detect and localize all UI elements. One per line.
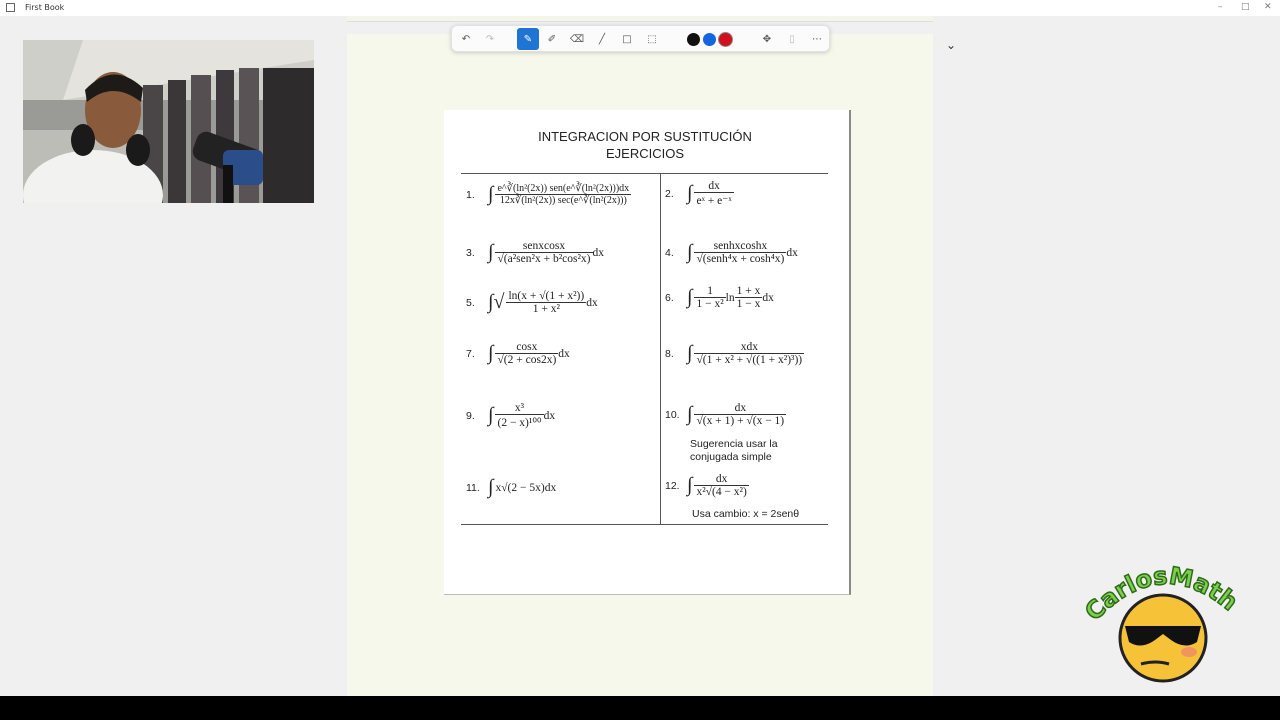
exercise-6: 6. ∫ $\frac{1}{\text{1 − x²}}$ ln $\frac{1 + x}{1 - x}$ dx: [665, 285, 774, 310]
exercise-10: 10. ∫ $\frac{dx}{√(x + 1) + √(x - 1)}$: [665, 402, 785, 427]
exercise-12: 12. ∫ $\frac{dx}{\text{x²√(4 − x²)}}$: [665, 473, 747, 498]
pen-icon[interactable]: ✎: [517, 28, 539, 50]
hint-12: Usa cambio: x = 2senθ: [692, 508, 800, 520]
sheet-title: INTEGRACION POR SUSTITUCIÓN: [538, 129, 752, 144]
channel-logo: [1085, 560, 1240, 685]
exercise-11: 11. ∫ x√(2 − 5x)dx: [466, 476, 557, 498]
chevron-down-icon[interactable]: ⌄: [946, 38, 957, 52]
line-icon[interactable]: ╱: [598, 34, 606, 45]
undo-icon[interactable]: ↶: [461, 34, 471, 45]
close-button[interactable]: ✕: [1264, 2, 1272, 12]
exercise-9: 9. ∫ $\frac{\text{x³}}{\text{(2 − x)¹⁰⁰}}$ dx: [466, 402, 556, 429]
exercise-3: 3. ∫ $\frac{\text{senxcosx}}{\text{√(a²sen²x + b²cos²x)}}$ dx: [466, 240, 604, 265]
drawing-toolbar: [451, 25, 830, 52]
app-icon: [6, 3, 15, 12]
exercise-4: 4. ∫ $\frac{\text{senhxcoshx}}{\text{√(senh⁴x + cosh⁴x)}}$ dx: [665, 240, 798, 265]
pan-icon[interactable]: ✥: [762, 34, 772, 45]
hint-10: Sugerencia usar la conjugada simple: [690, 438, 778, 463]
more-icon[interactable]: ⋯: [812, 34, 822, 45]
divider-top: [461, 173, 828, 174]
divider-vertical: [660, 173, 661, 525]
exercise-5: 5. ∫√ $\frac{\text{ln(x + √(1 + x²))}}{\text{1 + x²}}$ dx: [466, 290, 598, 315]
lasso-icon[interactable]: ⬚: [647, 34, 657, 45]
divider-bottom: [461, 524, 828, 525]
exercise-1: 1. ∫ $\frac{\text{e\textasciicircum{}∛(ln²(2x)) sen(e\textasciicircum{}∛(ln²(2x)))dx}}{\text{12x∛(ln²(2x)) sec(e\textasciicircum{}∛(ln²(2x)))}}$: [466, 183, 630, 206]
exercise-7: 7. ∫ $\frac{\cos x}{√(2 + \cos 2x)}$ dx: [466, 341, 570, 366]
exercise-sheet: [444, 110, 851, 595]
exercise-2: 2. ∫ $\frac{dx}{\text{eˣ + e⁻ˣ}}$: [665, 180, 732, 207]
eraser-icon[interactable]: ⌫: [569, 34, 585, 45]
window-title: First Book: [25, 3, 65, 12]
maximize-button[interactable]: □: [1241, 2, 1250, 12]
title-bar: [0, 0, 1280, 16]
taskbar-strip: [0, 696, 1280, 720]
previous-page-edge: [347, 16, 933, 22]
exercise-8: 8. ∫ $\frac{\text{xdx}}{\text{√(1 + x² + √((1 + x²)³))}}$: [665, 341, 803, 366]
redo-icon[interactable]: ↷: [485, 34, 495, 45]
highlighter-icon[interactable]: ✐: [547, 34, 557, 45]
color-blue[interactable]: [703, 33, 716, 46]
page-icon[interactable]: ▯: [789, 34, 795, 45]
logo-text: arlosMath: [1093, 561, 1240, 617]
shape-icon[interactable]: □: [622, 34, 632, 45]
webcam-overlay: [23, 40, 314, 203]
color-black[interactable]: [687, 33, 700, 46]
minimize-button[interactable]: –: [1218, 2, 1223, 12]
color-red[interactable]: [719, 33, 732, 46]
sheet-subtitle: EJERCICIOS: [605, 146, 684, 161]
